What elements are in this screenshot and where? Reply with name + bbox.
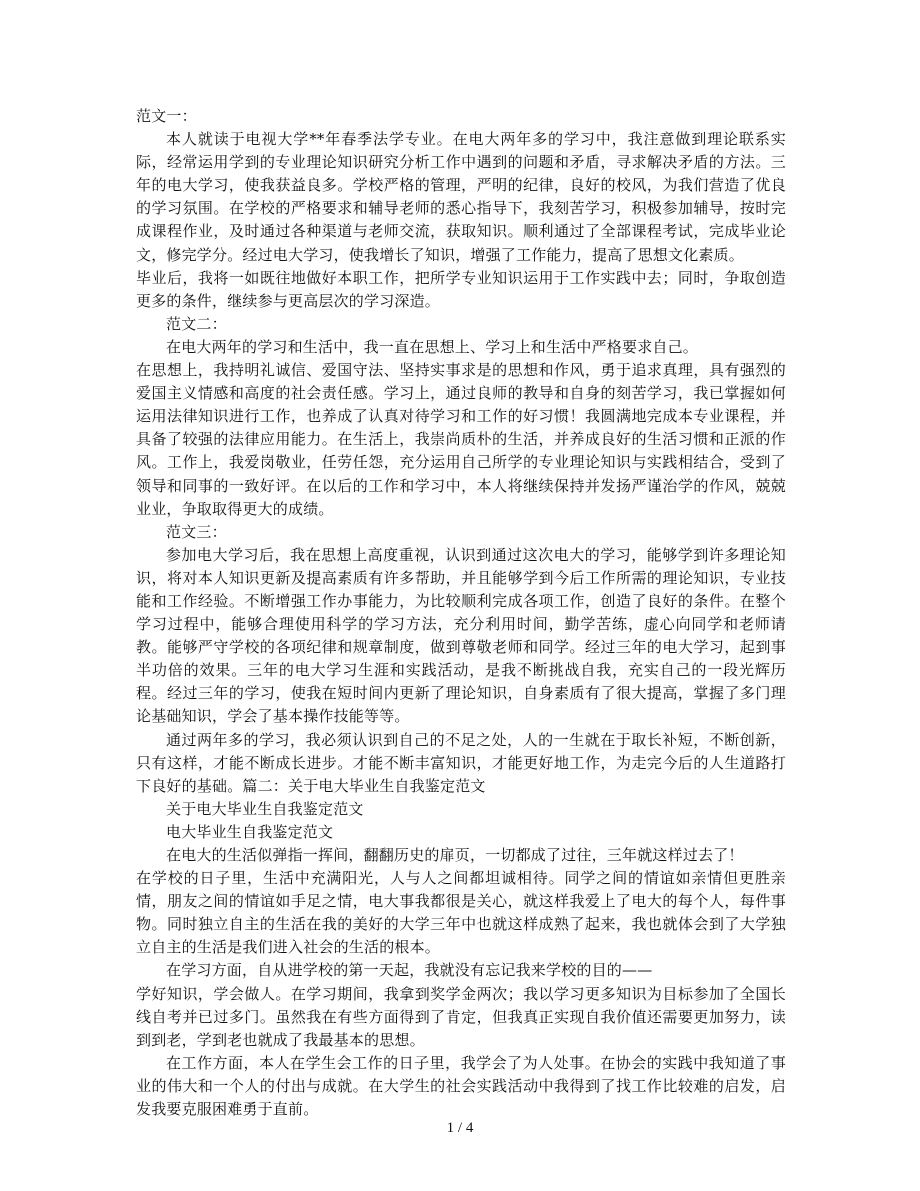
document-body <box>136 105 786 1121</box>
paragraph: 在学习方面，自从进学校的第一天起，我就没有忘记我来学校的目的—— <box>166 961 653 980</box>
article-title: 关于电大毕业生自我鉴定范文 <box>166 799 364 818</box>
paragraph: 毕业后，我将一如既往地做好本职工作，把所学专业知识运用于工作实践中去；同时，争取创造更多的条件，继续参与更高层次的学习深造。 <box>136 268 786 310</box>
section-heading-2: 范文二： <box>166 314 227 333</box>
page-number: 1 / 4 <box>446 1120 474 1136</box>
paragraph: 本人就读于电视大学**年春季法学专业。在电大两年多的学习中，我注意做到理论联系实际，经常运用学到的专业理论知识研究分析工作中遇到的问题和矛盾，寻求解决矛盾的方法。三年的电大学习，使我获益良多。学校严格的管理，严明的纪律，良好的校风，为我们营造了优良的学习氛围。在学校的严格要求和辅导老师的悉心指导下，我刻苦学习，积极参加辅导，按时完成课程作业，及时通过各种渠道与老师交流，获取知识。顺利通过了全部课程考试，完成毕业论文，修完学分。经过电大学习，使我增长了知识，增强了工作能力，提高了思想文化素质。 <box>136 130 786 264</box>
article-subtitle: 电大毕业生自我鉴定范文 <box>166 822 334 841</box>
paragraph: 在思想上，我持明礼诚信、爱国守法、坚持实事求是的思想和作风，勇于追求真理，具有强烈的爱国主义情感和高度的社会责任感。学习上，通过良师的教导和自身的刻苦学习，我已掌握如何运用法律知识进行工作，也养成了认真对待学习和工作的好习惯！我圆满地完成本专业课程，并具备了较强的法律应用能力。在生活上，我崇尚质朴的生活，并养成良好的生活习惯和正派的作风。工作上，我爱岗敬业，任劳任怨，充分运用自己所学的专业理论知识与实践相结合，受到了领导和同事的一致好评。在以后的工作和学习中，本人将继续保持并发扬严谨治学的作风，兢兢业业，争取取得更大的成绩。 <box>136 361 786 518</box>
paragraph: 在学校的日子里，生活中充满阳光，人与人之间都坦诚相待。同学之间的情谊如亲情但更胜亲情，朋友之间的情谊如手足之情，电大事我都很是关心，就这样我爱上了电大的每个人，每件事物。同时独立自主的生活在我的美好的大学三年中也就这样成熟了起来，我也就体会到了大学独立自主的生活是我们进入社会的生活的根本。 <box>136 869 786 957</box>
paragraph: 在电大的生活似弹指一挥间，翻翻历史的扉页，一切都成了过往，三年就这样过去了！ <box>166 846 744 864</box>
paragraph: 在工作方面，本人在学生会工作的日子里，我学会了为人处事。在协会的实践中我知道了事业的伟大和一个人的付出与成就。在大学生的社会实践活动中我得到了找工作比较难的启发，启发我要克服困难勇于直前。 <box>136 1053 786 1119</box>
paragraph: 通过两年多的学习，我必须认识到自己的不足之处，人的一生就在于取长补短，不断创新，只有这样，才能不断成长进步。才能不断丰富知识，才能更好地工作，为走完今后的人生道路打下良好的基础。篇二：关于电大毕业生自我鉴定范文 <box>136 730 786 795</box>
section-heading-3: 范文三： <box>166 522 227 541</box>
paragraph: 在电大两年的学习和生活中，我一直在思想上、学习上和生活中严格要求自己。 <box>166 337 699 356</box>
paragraph: 参加电大学习后，我在思想上高度重视，认识到通过这次电大的学习，能够学到许多理论知识，将对本人知识更新及提高素质有许多帮助，并且能够学到今后工作所需的理论知识，专业技能和工作经验。不断增强工作办事能力，为比较顺利完成各项工作，创造了良好的条件。在整个学习过程中，能够合理使用科学的学习方法，充分利用时间，勤学苦练，虚心向同学和老师请教。能够严守学校的各项纪律和规章制度，做到尊敬老师和同学。经过三年的电大学习，起到事半功倍的效果。三年的电大学习生涯和实践活动，是我不断挑战自我，充实自己的一段光辉历程。经过三年的学习，使我在短时间内更新了理论知识，自身素质有了很大提高，掌握了多门理论基础知识，学会了基本操作技能等等。 <box>136 545 786 726</box>
paragraph: 学好知识，学会做人。在学习期间，我拿到奖学金两次；我以学习更多知识为目标参加了全国长线自考并已过多门。虽然我在有些方面得到了肯定，但我真正实现自我价值还需要更加努力，读到到老，学到老也就成了我最基本的思想。 <box>136 984 786 1049</box>
section-heading-1: 范文一： <box>136 107 197 125</box>
